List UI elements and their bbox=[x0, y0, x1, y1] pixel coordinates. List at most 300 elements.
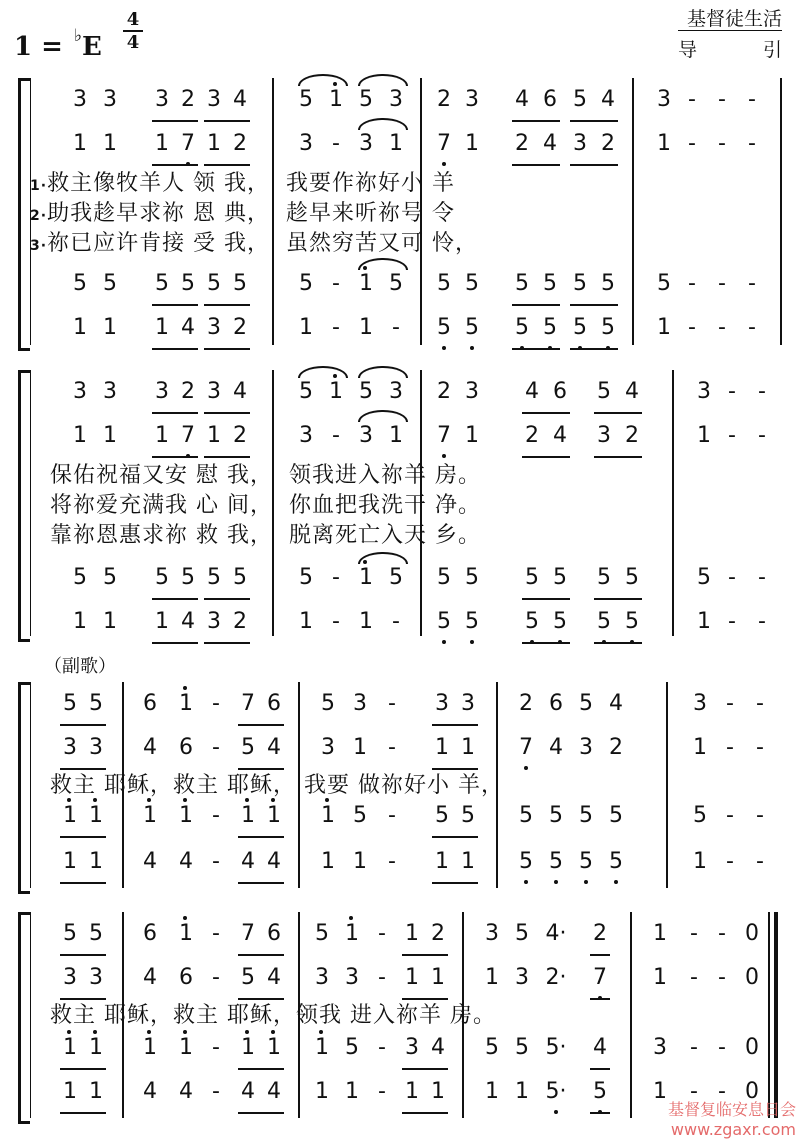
note: 1 bbox=[73, 315, 87, 340]
note: 5· bbox=[545, 1035, 567, 1060]
note: 4 bbox=[593, 1035, 607, 1060]
note: - bbox=[212, 735, 220, 760]
beam bbox=[152, 598, 198, 600]
final-barline bbox=[774, 912, 778, 1118]
note: 5 bbox=[544, 846, 568, 878]
slur bbox=[298, 74, 348, 86]
note: - bbox=[756, 691, 764, 716]
note: 1 bbox=[138, 800, 162, 832]
note: 5 bbox=[573, 87, 587, 112]
note: 1 bbox=[299, 609, 313, 634]
note: 7 bbox=[588, 962, 612, 994]
note: 2 bbox=[233, 423, 247, 448]
beam bbox=[512, 164, 560, 166]
note: 5 bbox=[299, 271, 313, 296]
note: 1 bbox=[174, 800, 198, 832]
note: 1 bbox=[155, 609, 169, 634]
beam bbox=[60, 882, 106, 884]
note: 5 bbox=[514, 846, 538, 878]
note: - bbox=[718, 965, 726, 990]
note: 5 bbox=[465, 565, 479, 590]
note: - bbox=[212, 691, 220, 716]
note: 5 bbox=[299, 379, 313, 404]
note: 7 bbox=[432, 420, 456, 452]
note: 5 bbox=[510, 312, 534, 344]
beam bbox=[570, 120, 618, 122]
note: 0 bbox=[745, 921, 759, 946]
note: 1 bbox=[174, 1032, 198, 1064]
note: 1 bbox=[389, 423, 403, 448]
barline bbox=[630, 912, 632, 1118]
note: 3 bbox=[321, 735, 335, 760]
note: - bbox=[728, 565, 736, 590]
note: 2· bbox=[545, 965, 567, 990]
note: 5 bbox=[103, 271, 117, 296]
system-brace bbox=[18, 370, 30, 642]
note: 1 bbox=[485, 965, 499, 990]
note: 5 bbox=[89, 691, 103, 716]
note: 1 bbox=[461, 735, 475, 760]
note: 3 bbox=[207, 315, 221, 340]
beam bbox=[522, 598, 570, 600]
note: - bbox=[212, 1035, 220, 1060]
note: 1 bbox=[435, 735, 449, 760]
slur bbox=[358, 118, 408, 130]
note: 5 bbox=[549, 803, 563, 828]
note: 1 bbox=[262, 1032, 286, 1064]
note: 4 bbox=[515, 87, 529, 112]
note: 4 bbox=[143, 735, 157, 760]
note: 1 bbox=[461, 849, 475, 874]
lyric-text: 救主 耶稣，救主 耶稣， 我要 做祢好小 羊， bbox=[50, 773, 504, 798]
note: - bbox=[332, 423, 340, 448]
note: 1 bbox=[321, 849, 335, 874]
lyric-line bbox=[50, 518, 481, 552]
note: - bbox=[690, 1035, 698, 1060]
note: 5 bbox=[609, 803, 623, 828]
note: 1 bbox=[405, 965, 419, 990]
note: 3 bbox=[155, 87, 169, 112]
beam bbox=[594, 456, 642, 458]
beam bbox=[402, 954, 448, 956]
watermark-url: www.zgaxr.com bbox=[670, 1120, 796, 1139]
note: 4 bbox=[609, 691, 623, 716]
note: 3 bbox=[653, 1035, 667, 1060]
beam bbox=[60, 1112, 106, 1114]
note: 5 bbox=[543, 271, 557, 296]
note: 1 bbox=[63, 849, 77, 874]
note: 5 bbox=[460, 312, 484, 344]
beam bbox=[512, 304, 560, 306]
note: 1 bbox=[657, 131, 671, 156]
lyric-text: 救主 耶稣，救主 耶稣，领我 进入祢羊 房。 bbox=[50, 1003, 496, 1028]
lyric-text: 靠祢恩惠求祢 救 我， 脱离死亡入天 乡。 bbox=[50, 523, 481, 548]
note: - bbox=[758, 423, 766, 448]
note: 1 bbox=[103, 131, 117, 156]
beam bbox=[432, 836, 478, 838]
note: 3 bbox=[465, 87, 479, 112]
note: 5 bbox=[592, 606, 616, 638]
note: 5 bbox=[461, 803, 475, 828]
lyric-line bbox=[50, 998, 496, 1032]
note: - bbox=[388, 803, 396, 828]
note: 5 bbox=[657, 271, 671, 296]
note: - bbox=[332, 609, 340, 634]
note: 5 bbox=[538, 312, 562, 344]
note: 3 bbox=[315, 965, 329, 990]
beam bbox=[402, 1068, 448, 1070]
beam bbox=[432, 724, 478, 726]
lyric-text: 祢已应许肯接 受 我， 虽然穷苦又可 怜， bbox=[47, 231, 479, 256]
note: 5 bbox=[465, 271, 479, 296]
note: 0 bbox=[745, 965, 759, 990]
note: 1 bbox=[354, 268, 378, 300]
note: - bbox=[758, 565, 766, 590]
note: - bbox=[378, 965, 386, 990]
note: 3 bbox=[207, 379, 221, 404]
note: 5 bbox=[359, 379, 373, 404]
note: 5 bbox=[437, 565, 451, 590]
barline bbox=[768, 912, 770, 1118]
note: 5 bbox=[241, 965, 255, 990]
note: 5 bbox=[299, 565, 313, 590]
note: 6 bbox=[179, 965, 193, 990]
note: 2 bbox=[181, 87, 195, 112]
note: 1 bbox=[324, 84, 348, 116]
note: 3 bbox=[89, 965, 103, 990]
note: 2 bbox=[437, 379, 451, 404]
beam bbox=[590, 1112, 610, 1114]
note: 6 bbox=[179, 735, 193, 760]
note: 4 bbox=[543, 131, 557, 156]
note: 4 bbox=[525, 379, 539, 404]
note: 1 bbox=[431, 965, 445, 990]
note: 1 bbox=[657, 315, 671, 340]
note: - bbox=[748, 131, 756, 156]
note: 5 bbox=[573, 271, 587, 296]
note: 1 bbox=[155, 315, 169, 340]
system-brace bbox=[18, 682, 30, 894]
note: 1 bbox=[310, 1032, 334, 1064]
note: 7 bbox=[176, 128, 200, 160]
note: 1 bbox=[207, 131, 221, 156]
note: 1 bbox=[389, 131, 403, 156]
note: 5 bbox=[579, 803, 593, 828]
note: - bbox=[756, 849, 764, 874]
note: 3 bbox=[465, 379, 479, 404]
note: 4 bbox=[143, 965, 157, 990]
time-bottom: 4 bbox=[126, 32, 140, 53]
note: 1 bbox=[73, 609, 87, 634]
note: 1 bbox=[340, 918, 364, 950]
note: 5 bbox=[553, 565, 567, 590]
note: 3 bbox=[461, 691, 475, 716]
note: 3 bbox=[573, 131, 587, 156]
note: 4 bbox=[601, 87, 615, 112]
note: 3 bbox=[389, 87, 403, 112]
note: 6 bbox=[143, 691, 157, 716]
beam bbox=[512, 348, 560, 350]
note: 1 bbox=[73, 131, 87, 156]
note: 3 bbox=[73, 379, 87, 404]
note: - bbox=[332, 315, 340, 340]
note: - bbox=[212, 849, 220, 874]
note: 5 bbox=[601, 271, 615, 296]
note: 1 bbox=[693, 735, 707, 760]
note: 5 bbox=[604, 846, 628, 878]
note: 1 bbox=[405, 1079, 419, 1104]
note: 3 bbox=[359, 423, 373, 448]
note: - bbox=[378, 1035, 386, 1060]
note: - bbox=[332, 565, 340, 590]
beam bbox=[60, 1068, 106, 1070]
note: - bbox=[718, 131, 726, 156]
beam bbox=[152, 304, 198, 306]
note: 1 bbox=[174, 918, 198, 950]
note: 3 bbox=[353, 691, 367, 716]
beam bbox=[238, 1068, 284, 1070]
barline bbox=[780, 78, 782, 345]
note: 1 bbox=[84, 1032, 108, 1064]
note: 5 bbox=[437, 271, 451, 296]
note: 1 bbox=[353, 735, 367, 760]
note: 5 bbox=[103, 565, 117, 590]
note: - bbox=[718, 1035, 726, 1060]
beam bbox=[522, 456, 570, 458]
note: - bbox=[688, 131, 696, 156]
lyric-text: 将祢爱充满我 心 间， 你血把我洗干 净。 bbox=[50, 493, 481, 518]
note: 3 bbox=[597, 423, 611, 448]
note: 1 bbox=[315, 1079, 329, 1104]
note: 3 bbox=[697, 379, 711, 404]
note: 2 bbox=[625, 423, 639, 448]
note: 7 bbox=[432, 128, 456, 160]
watermark bbox=[616, 1100, 796, 1140]
note: 1 bbox=[58, 1032, 82, 1064]
note: 2 bbox=[437, 87, 451, 112]
note: 5 bbox=[299, 87, 313, 112]
note: 3 bbox=[389, 379, 403, 404]
note: 1 bbox=[435, 849, 449, 874]
note: 2 bbox=[601, 131, 615, 156]
note: 5· bbox=[544, 1076, 568, 1108]
beam bbox=[594, 642, 642, 644]
note: - bbox=[728, 423, 736, 448]
lyric-line bbox=[50, 768, 504, 802]
note: - bbox=[392, 315, 400, 340]
note: 1 bbox=[465, 131, 479, 156]
note: 5 bbox=[73, 271, 87, 296]
note: 5 bbox=[515, 271, 529, 296]
note: 3 bbox=[63, 735, 77, 760]
note: 3 bbox=[73, 87, 87, 112]
note: 1 bbox=[359, 609, 373, 634]
note: 3 bbox=[155, 379, 169, 404]
system-line bbox=[30, 912, 31, 1118]
note: 4 bbox=[625, 379, 639, 404]
beam bbox=[152, 348, 198, 350]
slur bbox=[358, 366, 408, 378]
note: 4 bbox=[267, 735, 281, 760]
note: 1 bbox=[324, 376, 348, 408]
note: 2 bbox=[233, 315, 247, 340]
note: 3 bbox=[405, 1035, 419, 1060]
note: 5 bbox=[620, 606, 644, 638]
note: 1 bbox=[84, 800, 108, 832]
note: - bbox=[688, 87, 696, 112]
time-signature bbox=[120, 10, 146, 52]
note: - bbox=[332, 271, 340, 296]
note: 7 bbox=[176, 420, 200, 452]
beam bbox=[402, 1112, 448, 1114]
note: 5 bbox=[515, 921, 529, 946]
note: - bbox=[212, 1079, 220, 1104]
note: 1 bbox=[405, 921, 419, 946]
note: - bbox=[212, 965, 220, 990]
note: - bbox=[718, 315, 726, 340]
note: 5 bbox=[89, 921, 103, 946]
note: 5 bbox=[389, 271, 403, 296]
beam bbox=[522, 642, 570, 644]
note: 4 bbox=[233, 379, 247, 404]
note: 5 bbox=[63, 691, 77, 716]
note: 4 bbox=[241, 849, 255, 874]
note: 6 bbox=[543, 87, 557, 112]
note: 5 bbox=[181, 565, 195, 590]
beam bbox=[204, 598, 250, 600]
note: 5 bbox=[207, 271, 221, 296]
watermark-text: 基督复临安息日会 bbox=[667, 1100, 796, 1119]
note: - bbox=[690, 965, 698, 990]
chorus-label: （副歌） bbox=[44, 656, 116, 677]
note: 1 bbox=[155, 131, 169, 156]
note: - bbox=[688, 271, 696, 296]
note: - bbox=[388, 849, 396, 874]
note: 1 bbox=[353, 849, 367, 874]
beam bbox=[60, 724, 106, 726]
lyric-line bbox=[50, 488, 481, 522]
beam bbox=[204, 120, 250, 122]
note: 5 bbox=[693, 803, 707, 828]
note: 4 bbox=[143, 849, 157, 874]
note: 1 bbox=[653, 1079, 667, 1104]
note: 3 bbox=[579, 735, 593, 760]
note: 2 bbox=[519, 691, 533, 716]
beam bbox=[238, 1112, 284, 1114]
note: - bbox=[726, 735, 734, 760]
note: 3 bbox=[345, 965, 359, 990]
note: 3 bbox=[515, 965, 529, 990]
system-line bbox=[30, 682, 31, 888]
note: - bbox=[388, 691, 396, 716]
note: 1 bbox=[155, 423, 169, 448]
note: 1 bbox=[89, 1079, 103, 1104]
note: 1 bbox=[693, 849, 707, 874]
slur bbox=[358, 74, 408, 86]
beam bbox=[204, 412, 250, 414]
note: - bbox=[756, 803, 764, 828]
note: - bbox=[690, 1079, 698, 1104]
lyric-text: 助我趁早求祢 恩 典， 趁早来听祢号 令 bbox=[47, 201, 456, 226]
beam bbox=[60, 836, 106, 838]
lyric-line: 3·祢已应许肯接 受 我， 虽然穷苦又可 怜， bbox=[30, 231, 479, 256]
note: 3 bbox=[103, 87, 117, 112]
note: 1 bbox=[103, 609, 117, 634]
note: 4· bbox=[545, 921, 567, 946]
key-signature: 1 = ♭E bbox=[14, 26, 102, 62]
beam bbox=[570, 164, 618, 166]
beam bbox=[594, 412, 642, 414]
beam bbox=[238, 882, 284, 884]
note: 4 bbox=[267, 965, 281, 990]
note: 2 bbox=[609, 735, 623, 760]
note: 7 bbox=[241, 691, 255, 716]
note: - bbox=[748, 315, 756, 340]
role-char-2: 引 bbox=[762, 39, 782, 61]
note: 5 bbox=[596, 312, 620, 344]
note: 5 bbox=[389, 565, 403, 590]
beam bbox=[522, 412, 570, 414]
note: 2 bbox=[431, 921, 445, 946]
note: 7 bbox=[514, 732, 538, 764]
note: 4 bbox=[553, 423, 567, 448]
note: 5 bbox=[588, 1076, 612, 1108]
note: - bbox=[756, 735, 764, 760]
note: 5 bbox=[73, 565, 87, 590]
note: - bbox=[378, 921, 386, 946]
note: 5 bbox=[568, 312, 592, 344]
system-line bbox=[30, 370, 31, 636]
lyric-text: 保佑祝福又安 慰 我， 领我进入祢羊 房。 bbox=[50, 463, 481, 488]
note: 3 bbox=[657, 87, 671, 112]
note: 5 bbox=[597, 379, 611, 404]
note: 5 bbox=[525, 565, 539, 590]
beam bbox=[238, 724, 284, 726]
note: 6 bbox=[143, 921, 157, 946]
note: 5 bbox=[241, 735, 255, 760]
note: - bbox=[726, 849, 734, 874]
beam bbox=[152, 642, 198, 644]
note: 5 bbox=[520, 606, 544, 638]
note: - bbox=[392, 609, 400, 634]
note: 2 bbox=[181, 379, 195, 404]
beam bbox=[590, 954, 610, 956]
lyric-line: 2·助我趁早求祢 恩 典， 趁早来听祢号 令 bbox=[30, 201, 456, 226]
lyric-line bbox=[50, 458, 481, 492]
note: 5 bbox=[485, 1035, 499, 1060]
beam bbox=[204, 304, 250, 306]
note: - bbox=[212, 803, 220, 828]
beam bbox=[152, 412, 198, 414]
slur bbox=[358, 410, 408, 422]
note: 5 bbox=[155, 271, 169, 296]
title-underline bbox=[678, 30, 782, 31]
beam bbox=[590, 998, 610, 1000]
note: 1 bbox=[138, 1032, 162, 1064]
note: 5 bbox=[315, 921, 329, 946]
note: 4 bbox=[179, 849, 193, 874]
note: 4 bbox=[233, 87, 247, 112]
note: 3 bbox=[89, 735, 103, 760]
barline bbox=[672, 370, 674, 636]
note: 5 bbox=[432, 606, 456, 638]
note: 1 bbox=[697, 423, 711, 448]
note: 3 bbox=[299, 423, 313, 448]
note: 1 bbox=[465, 423, 479, 448]
note: 5 bbox=[353, 803, 367, 828]
note: 1 bbox=[485, 1079, 499, 1104]
note: - bbox=[212, 921, 220, 946]
